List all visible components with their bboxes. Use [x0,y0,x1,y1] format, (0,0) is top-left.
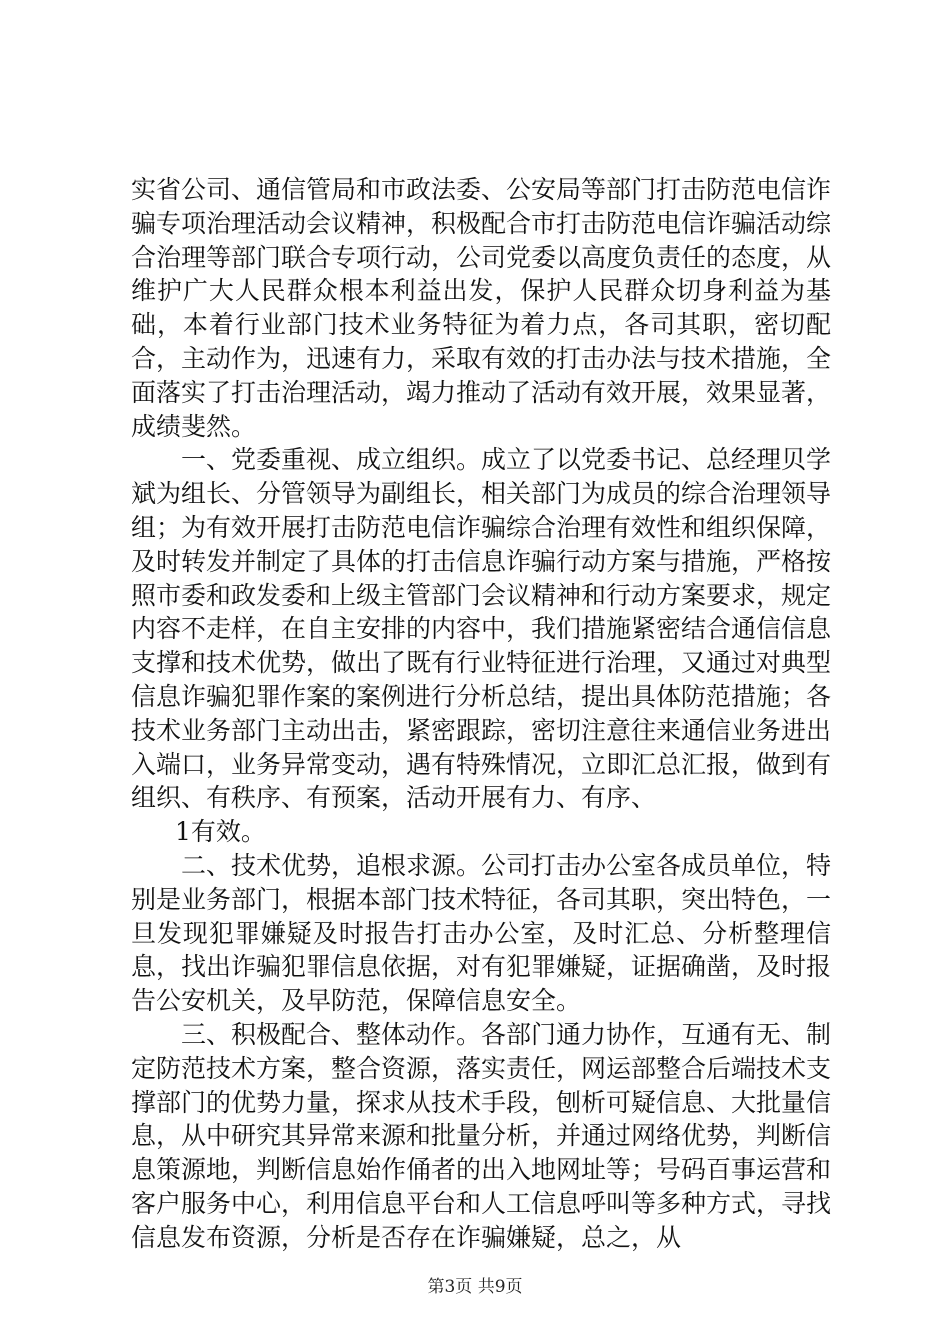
paragraph-section-3: 三、积极配合、整体动作。各部门通力协作，互通有无、制定防范技术方案，整合资源，落实责任，网运部整合后端技术支撑部门的优势力量，探求从技术手段，刨析可疑信息、大批量信息，从中研究其异常来源和批量分析，并通过网络优势，判断信息策源地，判断信息始作俑者的出入地网址等；号码百事运营和客户服务中心，利用信息平台和人工信息呼叫等多种方式，寻找信息发布资源，分析是否存在诈骗嫌疑，总之，从 [131,1019,832,1252]
paragraph-fragment: 1有效。 [175,817,266,847]
document-body [131,173,831,1255]
page-footer: 第3页 共9页 [427,1277,523,1297]
paragraph-section-1: 一、党委重视、成立组织。成立了以党委书记、总经理贝学斌为组长、分管领导为副组长，相关部门为成员的综合治理领导组；为有效开展打击防范电信诈骗综合治理有效性和组织保障，及时转发并制定了具体的打击信息诈骗行动方案与措施，严格按照市委和政发委和上级主管部门会议精神和行动方案要求，规定内容不走样，在自主安排的内容中，我们措施紧密结合通信信息支撑和技术优势，做出了既有行业特征进行治理，又通过对典型信息诈骗犯罪作案的案例进行分析总结，提出具体防范措施；各技术业务部门主动出击，紧密跟踪，密切注意往来通信业务进出入端口，业务异常变动，遇有特殊情况，立即汇总汇报，做到有组织、有秩序、有预案，活动开展有力、有序、 [131,445,832,813]
paragraph-section-2: 二、技术优势，追根求源。公司打击办公室各成员单位，特别是业务部门，根据本部门技术特征，各司其职，突出特色，一旦发现犯罪嫌疑及时报告打击办公室，及时汇总、分析整理信息，找出诈骗犯罪信息依据，对有犯罪嫌疑，证据确凿，及时报告公安机关，及早防范，保障信息安全。 [131,850,832,1016]
paragraph-intro: 实省公司、通信管局和市政法委、公安局等部门打击防范电信诈骗专项治理活动会议精神，积极配合市打击防范电信诈骗活动综合治理等部门联合专项行动，公司党委以高度负责任的态度，从维护广大人民群众根本利益出发，保护人民群众切身利益为基础，本着行业部门技术业务特征为着力点，各司其职，密切配合，主动作为，迅速有力，采取有效的打击办法与技术措施，全面落实了打击治理活动，竭力推动了活动有效开展，效果显著，成绩斐然。 [131,175,832,441]
